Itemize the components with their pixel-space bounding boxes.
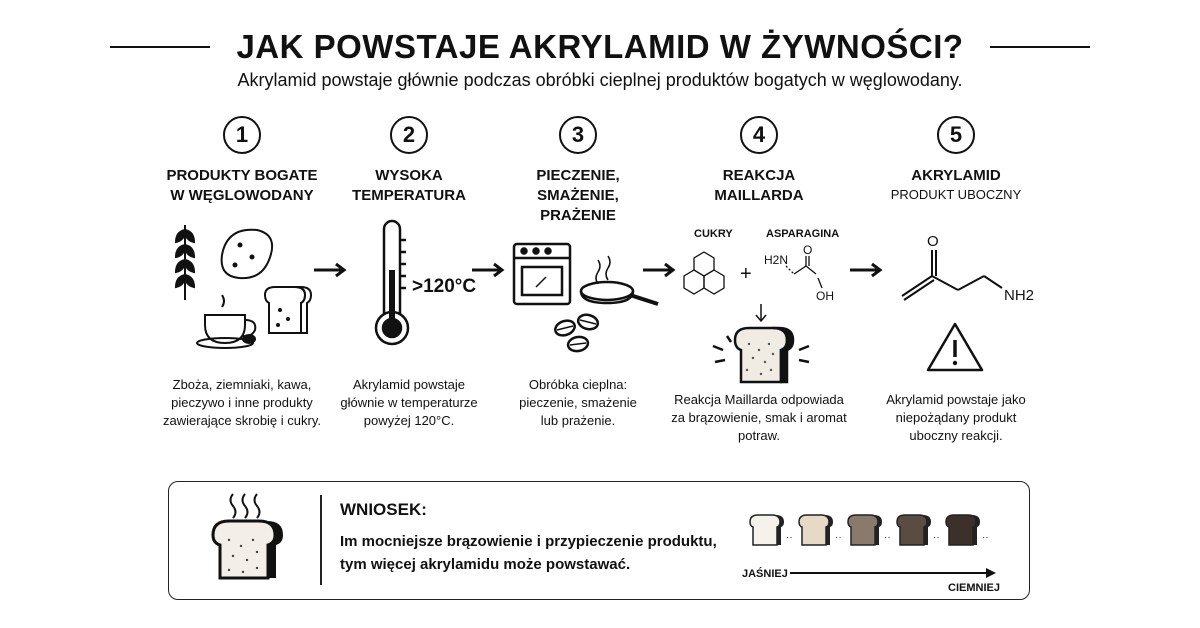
arrow-right-icon bbox=[848, 262, 884, 278]
toast-shade-3 bbox=[848, 515, 891, 545]
desc-line: uboczny reakcji. bbox=[909, 428, 1003, 443]
lighter-label: JAŚNIEJ bbox=[742, 568, 788, 580]
step-5 bbox=[856, 116, 1056, 204]
oven-pan-coffee-icon bbox=[510, 240, 670, 360]
page-title: JAK POWSTAJE AKRYLAMID W ŻYWNOŚCI? bbox=[236, 28, 964, 65]
acrylamide-structure-icon bbox=[892, 228, 1042, 308]
asparagine-label: ASPARAGINA bbox=[766, 228, 840, 240]
desc-line: pieczenie, smażenie bbox=[519, 395, 637, 410]
step-title: AKRYLAMID bbox=[911, 167, 1001, 184]
step-title-line: W WĘGLOWODANY bbox=[170, 187, 314, 204]
toast-shade-1 bbox=[750, 515, 793, 545]
title-line-right bbox=[990, 46, 1090, 48]
step-title bbox=[659, 166, 859, 206]
warning-icon bbox=[924, 320, 986, 374]
step-5-description bbox=[856, 391, 1056, 445]
desc-line: Obróbka cieplna: bbox=[528, 377, 628, 392]
conclusion-divider bbox=[320, 495, 322, 585]
desc-line: głównie w temperaturze bbox=[340, 395, 478, 410]
thermometer-icon bbox=[372, 215, 412, 350]
step-3 bbox=[478, 116, 678, 226]
step-title-line: SMAŻENIE, bbox=[537, 187, 619, 204]
step-number: 3 bbox=[559, 116, 597, 154]
step-subtitle: PRODUKT UBOCZNY bbox=[890, 187, 1022, 202]
desc-line: zawierające skrobię i cukry. bbox=[163, 413, 321, 428]
toast-shade-4 bbox=[897, 515, 940, 545]
desc-line: Akrylamid powstaje bbox=[353, 377, 465, 392]
conclusion-text bbox=[340, 530, 740, 576]
desc-line: Zboża, ziemniaki, kawa, bbox=[172, 377, 312, 392]
desc-line: Reakcja Maillarda odpowiada bbox=[674, 392, 844, 407]
step-title-line: MAILLARDA bbox=[714, 187, 804, 204]
desc-line: za brązowienie, smak i aromat bbox=[671, 410, 847, 425]
svg-text:··: ·· bbox=[884, 532, 891, 543]
step-title bbox=[478, 166, 678, 226]
step-4 bbox=[659, 116, 859, 206]
oxygen-label: O bbox=[803, 244, 813, 257]
desc-line: powyżej 120°C. bbox=[363, 413, 455, 428]
browned-bread-icon bbox=[705, 300, 815, 390]
step-3-description bbox=[478, 376, 678, 430]
plus-sign: + bbox=[740, 263, 752, 285]
svg-text:··: ·· bbox=[786, 532, 793, 543]
desc-line: potraw. bbox=[738, 428, 780, 443]
step-number: 4 bbox=[740, 116, 778, 154]
darker-label: CIEMNIEJ bbox=[948, 582, 1000, 594]
ketone-oxygen-label: O bbox=[927, 233, 939, 250]
step-title-line: REAKCJA bbox=[722, 167, 796, 184]
toast-shade-2 bbox=[799, 515, 842, 545]
step-title-line: PRAŻENIE bbox=[540, 207, 616, 224]
steaming-toast-icon bbox=[205, 490, 295, 590]
conclusion-line: Im mocniejsze brązowienie i przypieczenie produktu, bbox=[340, 533, 717, 550]
sugars-label: CUKRY bbox=[694, 228, 733, 240]
step-number: 1 bbox=[223, 116, 261, 154]
temperature-label: >120°C bbox=[412, 276, 477, 297]
nh2-label: NH2 bbox=[1004, 287, 1035, 304]
step-title-line: PRODUKTY BOGATE bbox=[166, 167, 318, 184]
svg-text:··: ·· bbox=[982, 532, 989, 543]
oh-label: OH bbox=[816, 289, 834, 303]
lighter-to-darker-arrow-icon bbox=[788, 566, 1000, 580]
h2n-label: H2N bbox=[764, 253, 789, 267]
title-line-left bbox=[110, 46, 210, 48]
grain-potato-coffee-bread-icon bbox=[160, 215, 320, 355]
toast-shade-5 bbox=[946, 515, 989, 545]
step-title-line: PIECZENIE, bbox=[536, 167, 620, 184]
step-number: 5 bbox=[937, 116, 975, 154]
arrow-right-icon bbox=[312, 262, 348, 278]
header bbox=[0, 22, 1200, 72]
page-subtitle: Akrylamid powstaje głównie podczas obróbki cieplnej produktów bogatych w węglowodany. bbox=[237, 70, 963, 90]
step-4-description bbox=[659, 391, 859, 445]
conclusion-title: WNIOSEK: bbox=[340, 500, 427, 519]
toast-browning-scale bbox=[748, 512, 998, 552]
step-title-line: TEMPERATURA bbox=[352, 187, 466, 204]
svg-text:··: ·· bbox=[835, 532, 842, 543]
arrow-right-icon bbox=[641, 262, 677, 278]
toast-scale-svg bbox=[748, 512, 998, 552]
desc-line: lub prażenie. bbox=[540, 413, 616, 428]
svg-text:··: ·· bbox=[933, 532, 940, 543]
desc-line: pieczywo i inne produkty bbox=[171, 395, 313, 410]
arrow-right-icon bbox=[470, 262, 506, 278]
step-title-line: WYSOKA bbox=[375, 167, 443, 184]
conclusion-line: tym więcej akrylamidu może powstawać. bbox=[340, 556, 631, 573]
desc-line: Akrylamid powstaje jako bbox=[886, 392, 1026, 407]
step-number: 2 bbox=[390, 116, 428, 154]
desc-line: niepożądany produkt bbox=[895, 410, 1017, 425]
